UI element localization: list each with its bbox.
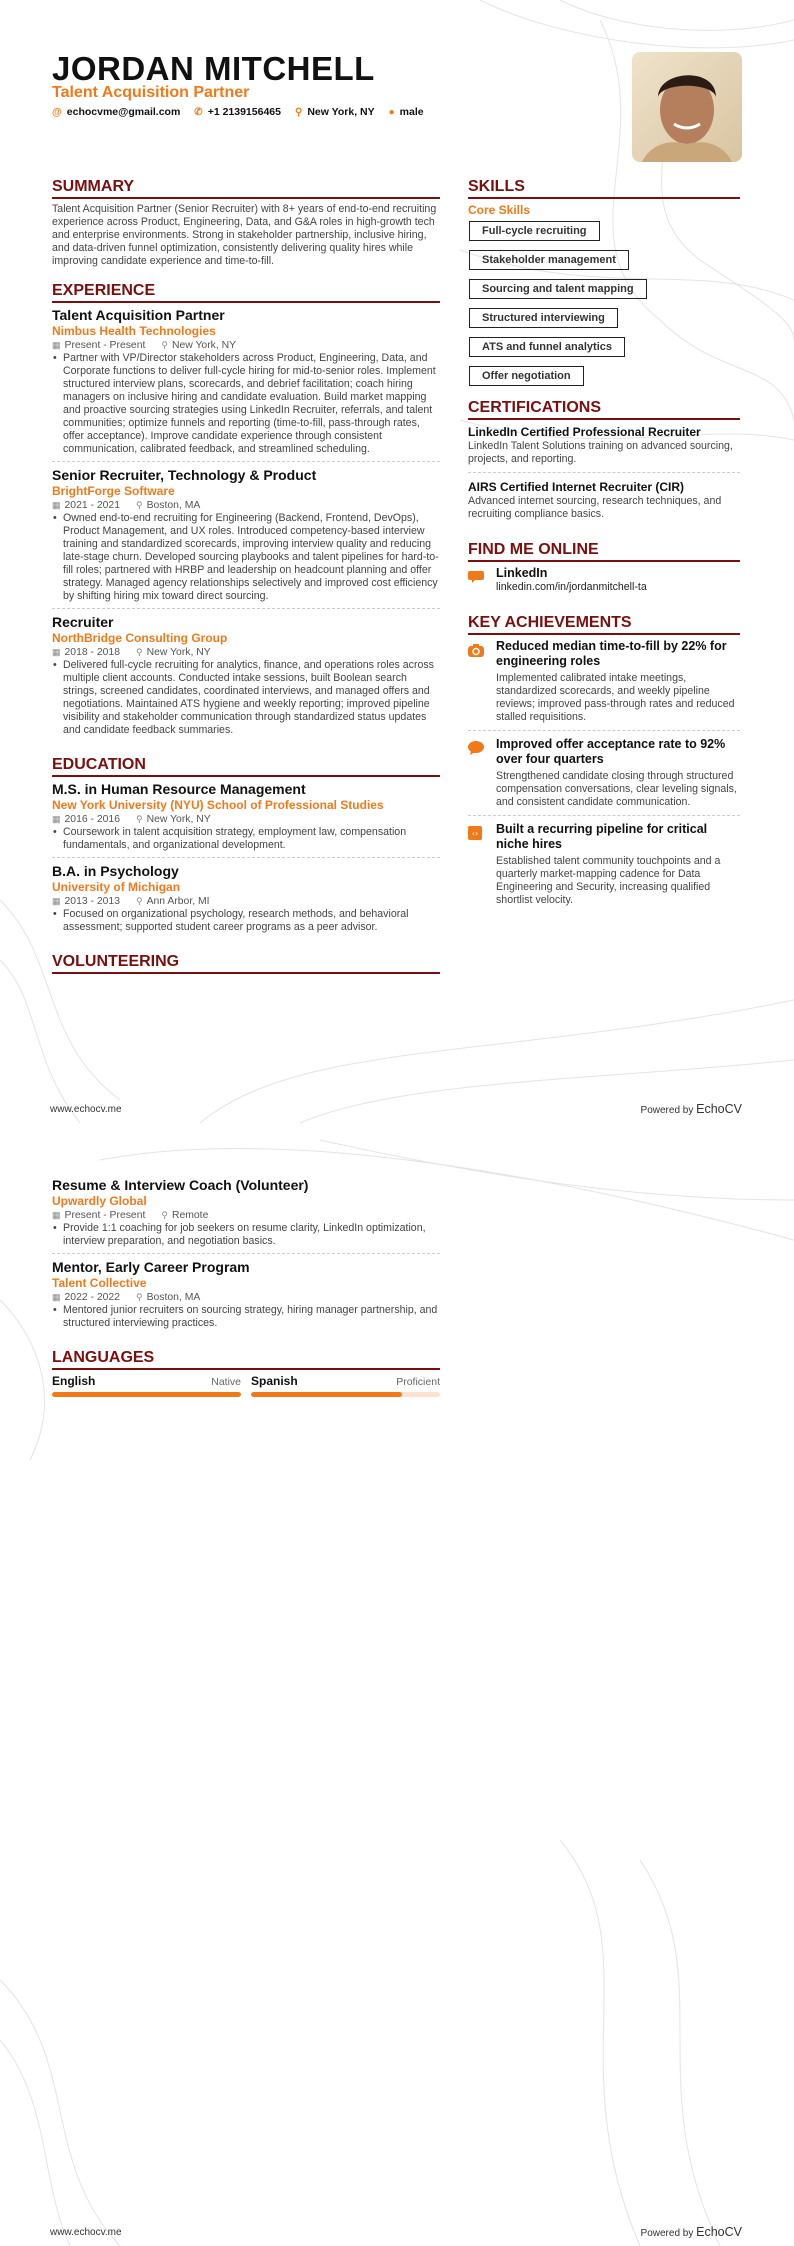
footer-website[interactable]: www.echocv.me — [50, 2227, 122, 2238]
language-name: Spanish — [251, 1374, 298, 1388]
entry-bullet: • Focused on organizational psychology, research methods, and behavioral assessment; supported student career programs as a peer advisor. — [52, 908, 440, 934]
entry-dates: 2013 - 2013 — [64, 896, 120, 907]
entry-location: New York, NY — [146, 647, 211, 658]
phone[interactable]: +1 2139156465 — [207, 106, 281, 118]
entry-location: Remote — [171, 1210, 209, 1221]
volunteering-entry — [52, 1259, 440, 1335]
entry-meta — [52, 1209, 440, 1222]
map-pin-icon: ⚲ — [161, 1210, 168, 1220]
brand-name[interactable]: EchoCV — [696, 2225, 742, 2239]
resume-page-2 — [0, 1123, 794, 2246]
experience-entry — [52, 614, 440, 742]
right-column — [468, 178, 740, 919]
certification-title: AIRS Certified Internet Recruiter (CIR) — [468, 480, 685, 494]
map-pin-icon: ⚲ — [135, 896, 143, 906]
achievements-list — [468, 639, 740, 913]
at-icon: @ — [52, 107, 62, 118]
svg-text:‹›: ‹› — [471, 829, 479, 838]
gender: male — [399, 106, 424, 118]
entry-bullet: • Coursework in talent acquisition strategy, employment law, compensation fundamentals, and organizational development. — [52, 826, 440, 852]
calendar-icon: ▦ — [52, 340, 61, 350]
calendar-icon: ▦ — [52, 1210, 61, 1220]
achievement-entry — [468, 822, 740, 913]
map-pin-icon: ⚲ — [135, 647, 143, 657]
entry-organization: Upwardly Global — [52, 1194, 147, 1208]
contact-bar — [52, 106, 424, 118]
entry-meta — [52, 895, 440, 908]
entry-bullet: • Mentored junior recruiters on sourcing strategy, hiring manager partnership, and structured interviewing practices. — [52, 1304, 440, 1330]
left-column — [52, 178, 440, 978]
entry-bullet: • Provide 1:1 coaching for job seekers on resume clarity, LinkedIn optimization, interview preparation, and negotiation basics. — [52, 1222, 440, 1248]
entry-dates: 2021 - 2021 — [64, 500, 120, 511]
language-proficiency-fill — [251, 1392, 402, 1397]
education-list — [52, 781, 440, 939]
footer-powered — [641, 1102, 742, 1116]
language-level: Proficient — [396, 1376, 440, 1388]
experience-entry — [52, 467, 440, 609]
entry-title: M.S. in Human Resource Management — [52, 781, 306, 797]
camera-icon — [468, 639, 484, 724]
map-pin-icon: ⚲ — [294, 107, 303, 118]
experience-heading: EXPERIENCE — [52, 282, 440, 303]
certifications-heading: CERTIFICATIONS — [468, 399, 740, 420]
skill-tag: Sourcing and talent mapping — [469, 279, 647, 299]
entry-title: B.A. in Psychology — [52, 863, 179, 879]
left-column-page-2 — [52, 1177, 440, 1397]
entry-dates: Present - Present — [64, 1210, 146, 1221]
education-entry — [52, 863, 440, 939]
online-profile-name: LinkedIn — [496, 566, 548, 580]
entry-dates: 2016 - 2016 — [64, 814, 120, 825]
footer-website[interactable]: www.echocv.me — [50, 1104, 122, 1115]
entry-bullet: • Owned end-to-end recruiting for Engineering (Backend, Frontend, DevOps), Product Management, and UX roles. Introduced competency-based interview training and standardized scorecards, improving interview quality and reducing late-stage churn. Developed sourcing playbooks and talent pipelines for hard-to-fill roles; partnered with HRBP and leadership on headcount planning and offer strategy. Managed agency relationships selectively and improved cost efficiency by shifting hiring mix toward direct sourcing. — [52, 512, 440, 603]
entry-organization: New York University (NYU) School of Professional Studies — [52, 798, 384, 812]
experience-list — [52, 307, 440, 742]
brand-name[interactable]: EchoCV — [696, 1102, 742, 1116]
volunteering-list — [52, 1177, 440, 1335]
languages-list — [52, 1374, 440, 1397]
language-proficiency-bar — [251, 1392, 440, 1397]
entry-meta — [52, 339, 440, 352]
summary-heading: SUMMARY — [52, 178, 440, 199]
phone-icon: ✆ — [194, 107, 203, 118]
certification-entry — [468, 479, 740, 527]
skill-tag: ATS and funnel analytics — [469, 337, 625, 357]
language-entry — [251, 1374, 440, 1397]
experience-entry — [52, 307, 440, 462]
map-pin-icon: ⚲ — [135, 814, 143, 824]
skill-tag: Structured interviewing — [469, 308, 618, 328]
entry-title: Talent Acquisition Partner — [52, 307, 225, 323]
achievement-description: Strengthened candidate closing through structured compensation conversations, clear leveling signals, and consistent candidate communication. — [496, 770, 737, 808]
entry-organization: University of Michigan — [52, 880, 181, 894]
achievement-entry — [468, 737, 740, 816]
volunteering-heading: VOLUNTEERING — [52, 953, 440, 974]
online-profile-url[interactable]: linkedin.com/in/jordanmitchell-ta — [496, 581, 647, 593]
powered-by-label: Powered by — [640, 2228, 694, 2239]
entry-dates: 2022 - 2022 — [64, 1292, 120, 1303]
skill-tag: Full-cycle recruiting — [469, 221, 600, 241]
online-profile — [468, 566, 740, 600]
map-pin-icon: ⚲ — [135, 1292, 143, 1302]
skills-heading: SKILLS — [468, 178, 740, 199]
entry-organization: Talent Collective — [52, 1276, 147, 1290]
language-name: English — [52, 1374, 96, 1388]
entry-meta — [52, 1291, 440, 1304]
calendar-icon: ▦ — [52, 896, 61, 906]
map-pin-icon: ⚲ — [161, 340, 168, 350]
entry-location: Boston, MA — [146, 1292, 201, 1303]
achievements-heading: KEY ACHIEVEMENTS — [468, 614, 740, 635]
calendar-icon: ▦ — [52, 647, 61, 657]
skill-tag: Offer negotiation — [469, 366, 584, 386]
volunteering-entry — [52, 1177, 440, 1254]
code-icon — [468, 822, 484, 907]
entry-title: Senior Recruiter, Technology & Product — [52, 467, 317, 483]
certification-title: LinkedIn Certified Professional Recruiter — [468, 425, 701, 439]
entry-meta — [52, 646, 440, 659]
candidate-name: JORDAN MITCHELL — [52, 50, 375, 87]
entry-location: New York, NY — [171, 340, 237, 351]
language-proficiency-fill — [52, 1392, 241, 1397]
achievement-description: Established talent community touchpoints and a quarterly market-mapping cadence for Data Engineering and Security, increasing qualified shortlist velocity. — [496, 855, 721, 906]
entry-bullet: • Delivered full-cycle recruiting for analytics, finance, and operations roles across multiple client accounts. Conducted intake sessions, built Boolean search strings, screened candidates, coordinated interviews, and managed offers and negotiations. Maintained ATS hygiene and weekly reporting; improved pipeline visibility and stakeholder communication through standardized status updates and candidate feedback summaries. — [52, 659, 440, 737]
online-list — [468, 566, 740, 600]
achievement-title: Improved offer acceptance rate to 92% over four quarters — [496, 737, 726, 766]
speech-bubble-icon — [468, 737, 484, 809]
entry-dates: Present - Present — [64, 340, 146, 351]
certifications-list — [468, 424, 740, 527]
entry-location: Boston, MA — [146, 500, 201, 511]
entry-organization: NorthBridge Consulting Group — [52, 631, 228, 645]
summary-text: Talent Acquisition Partner (Senior Recruiter) with 8+ years of end-to-end recruiting experience across Product, Engineering, Data, and G&A roles in high-growth tech and enterprise environments. Strong in stakeholder partnership, inclusive hiring, and data-driven funnel optimization, consistently delivering quality hires while improving candidate experience and time-to-fill. — [52, 203, 437, 267]
powered-by-label: Powered by — [640, 1105, 694, 1116]
achievement-title: Built a recurring pipeline for critical niche hires — [496, 822, 708, 851]
email[interactable]: echocvme@gmail.com — [66, 106, 181, 118]
certification-entry — [468, 424, 740, 473]
certification-description: LinkedIn Talent Solutions training on advanced sourcing, projects, and reporting. — [468, 440, 733, 465]
entry-dates: 2018 - 2018 — [64, 647, 120, 658]
map-pin-icon: ⚲ — [135, 500, 143, 510]
calendar-icon: ▦ — [52, 1292, 61, 1302]
entry-bullet: • Partner with VP/Director stakeholders across Product, Engineering, Data, and Corporate functions to deliver full-cycle hiring for mid-to-senior roles. Implement structured interview plans, scorecards, and debrief facilitation; coach hiring managers on inclusive hiring and candidate evaluation. Build market mapping and proactive sourcing strategies using LinkedIn Recruiter, referrals, and talent communities; optimize funnels and reporting (time-to-fill, pass-through rates, offer acceptance). Improve candidate experience through consistent communication, calibrated feedback, and streamlined scheduling. — [52, 352, 440, 456]
candidate-title: Talent Acquisition Partner — [52, 84, 250, 101]
language-level: Native — [211, 1376, 241, 1388]
skills-group-title: Core Skills — [468, 203, 531, 217]
entry-meta — [52, 813, 440, 826]
location: New York, NY — [307, 106, 375, 118]
entry-location: Ann Arbor, MI — [146, 896, 210, 907]
entry-meta — [52, 499, 440, 512]
achievement-entry — [468, 639, 740, 731]
calendar-icon: ▦ — [52, 500, 61, 510]
calendar-icon: ▦ — [52, 814, 61, 824]
entry-title: Recruiter — [52, 614, 114, 630]
footer-powered — [641, 2225, 742, 2239]
achievement-description: Implemented calibrated intake meetings, standardized scorecards, and weekly pipeline reviews; improved pass-through rates and reduced stalled requisitions. — [496, 672, 735, 723]
languages-heading: LANGUAGES — [52, 1349, 440, 1370]
person-icon: ● — [388, 107, 395, 118]
achievement-title: Reduced median time-to-fill by 22% for engineering roles — [496, 639, 727, 668]
language-entry — [52, 1374, 241, 1397]
entry-organization: Nimbus Health Technologies — [52, 324, 216, 338]
education-heading: EDUCATION — [52, 756, 440, 777]
online-heading: FIND ME ONLINE — [468, 541, 740, 562]
profile-photo — [632, 52, 742, 162]
entry-title: Mentor, Early Career Program — [52, 1259, 250, 1275]
entry-organization: BrightForge Software — [52, 484, 175, 498]
entry-location: New York, NY — [146, 814, 211, 825]
language-proficiency-bar — [52, 1392, 241, 1397]
entry-title: Resume & Interview Coach (Volunteer) — [52, 1177, 309, 1193]
certification-description: Advanced internet sourcing, research techniques, and recruiting compliance basics. — [468, 495, 722, 520]
speech-bubble-icon — [468, 566, 484, 594]
skill-tag: Stakeholder management — [469, 250, 629, 270]
skills-list — [468, 221, 740, 395]
education-entry — [52, 781, 440, 858]
